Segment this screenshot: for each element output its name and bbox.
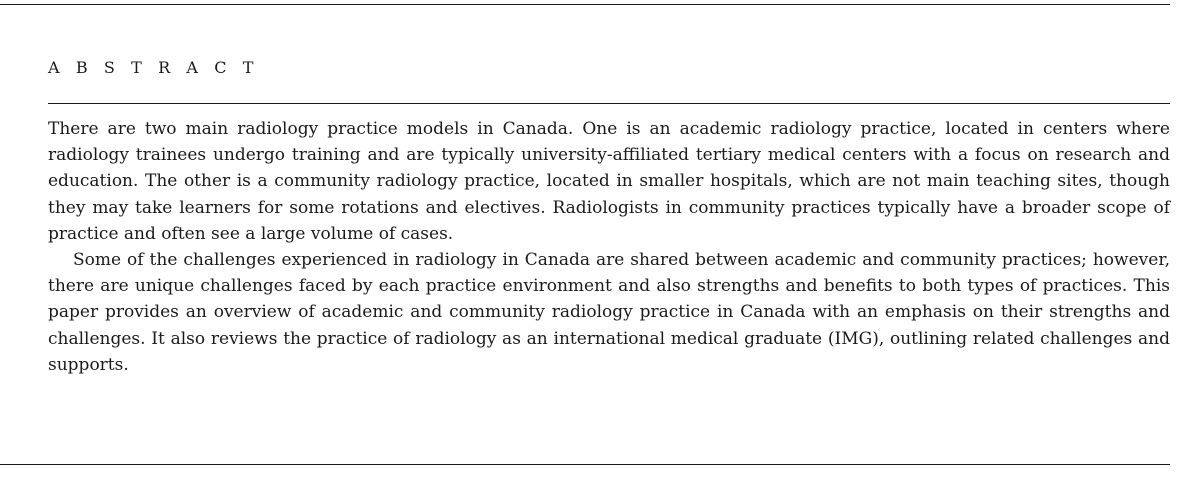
abstract-paragraph-2: Some of the challenges experienced in radiology in Canada are shared between academic and community practices; however, there are unique challenges faced by each practice environment and also strengths and benefits to both types of practices. This paper provides an overview of academic and community radiology practice in Canada with an emphasis on their strengths and challenges. It also reviews the practice of radiology as an international medical graduate (IMG), outlining related challenges and supports. <box>48 250 1170 375</box>
abstract-paragraph-1: There are two main radiology practice models in Canada. One is an academic radiology practice, located in centers where radiology trainees undergo training and are typically university-affiliated tertiary medical centers with a focus on research and education. The other is a community radiology practice, located in smaller hospitals, which are not main teaching sites, though they may take learners for some rotations and electives. Radiologists in community practices typically have a broader scope of practice and often see a large volume of cases. <box>48 119 1170 244</box>
abstract-body <box>48 116 1170 378</box>
heading-rule <box>48 103 1170 104</box>
top-rule <box>0 4 1170 5</box>
bottom-rule <box>0 464 1170 465</box>
abstract-heading: A B S T R A C T <box>48 58 260 77</box>
